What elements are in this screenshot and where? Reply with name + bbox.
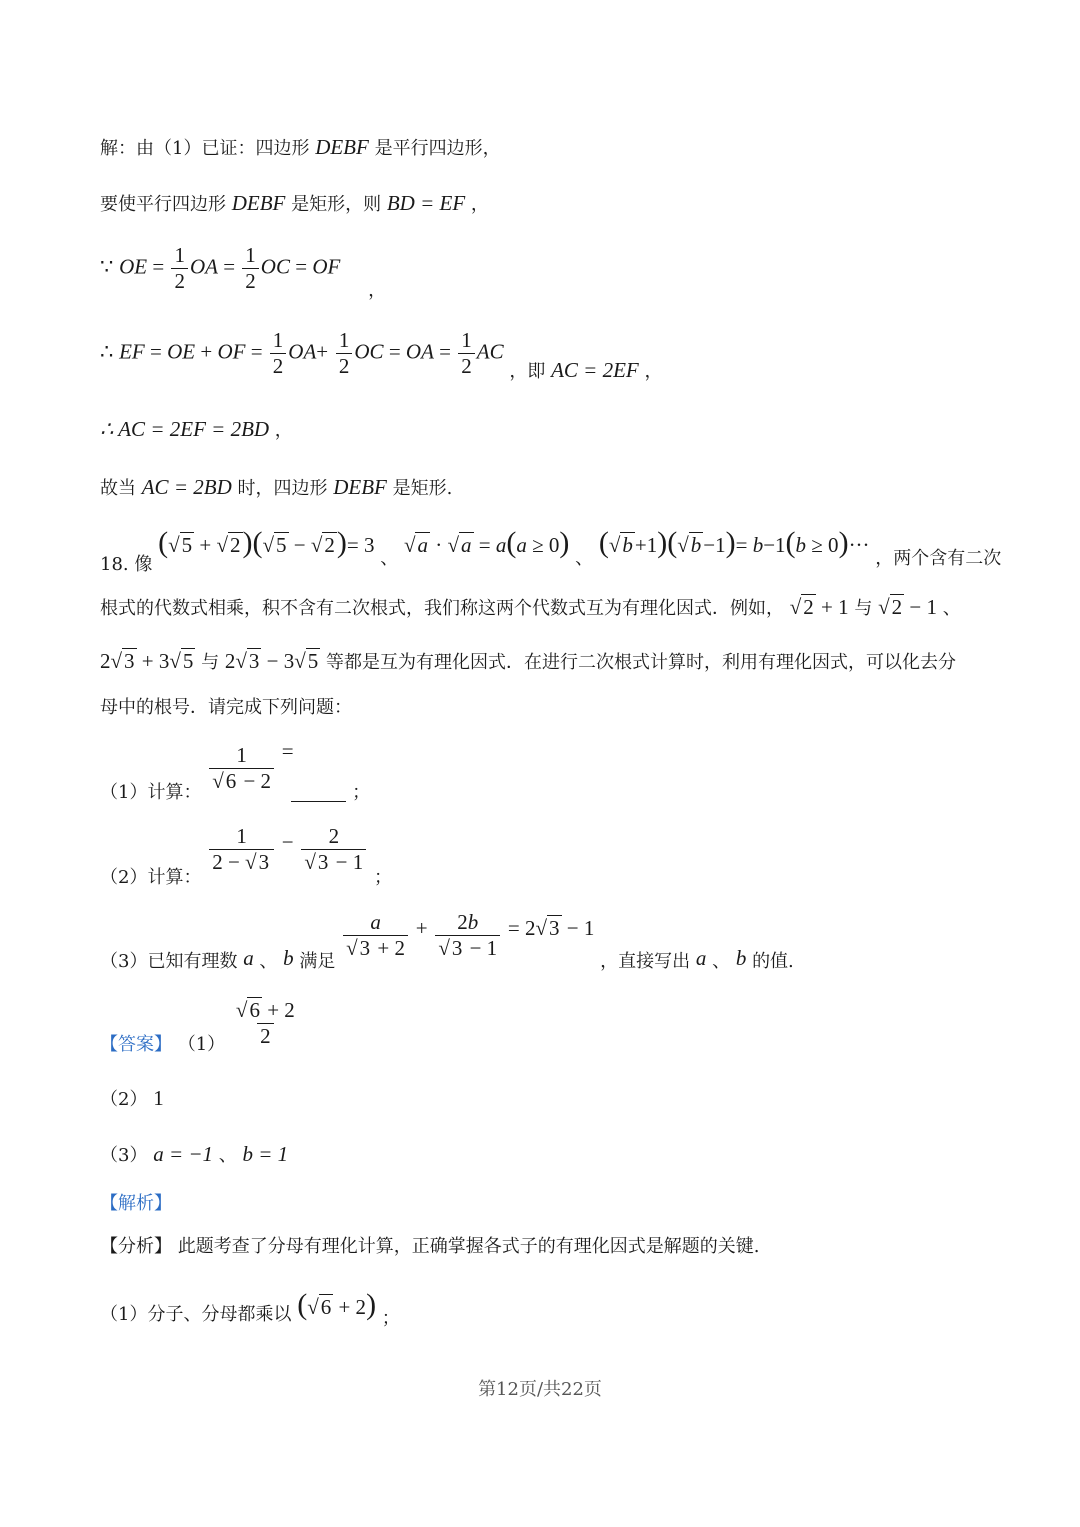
solution-line-4: ∴ EF = OE + OF = $\frac{1}{2}$ OA+ $\frac{1}{2}$ OC = OA = $\frac{1}{2}$ AC ，即 AC = 2EF ， [100, 328, 663, 382]
text: ，即 [509, 360, 546, 382]
answer-2 [100, 1088, 164, 1109]
therefore-symbol: ∴ [100, 339, 114, 364]
text: ， [644, 360, 663, 382]
problem-18-line-1: 18. 像 (√5 + √2)(√5 − √2)= 3 、 √a · √a = a(a ≥ 0) 、 (√b+1)(√b−1)= b−1(b ≥ 0)··· ，两个含有二次 [100, 526, 1002, 575]
question-label: （2）计算： [100, 867, 202, 888]
solution-line-1 [100, 137, 501, 158]
math-eq: AC = 2BD [141, 475, 232, 499]
answer-number: （3） [100, 1145, 148, 1166]
answer-value: 1 [153, 1086, 164, 1110]
text: （1）分子、分母都乘以 [100, 1304, 292, 1325]
question-2: （2）计算： $\frac{1}{2 - √3}$ − $\frac{2}{√3 - 1}$ ； [100, 824, 392, 888]
solution-line-6 [100, 477, 452, 498]
math-eq: BD = EF [386, 191, 466, 215]
analysis-summary [100, 1238, 759, 1256]
text: ； [352, 782, 371, 803]
text: 解：由（1）已证：四边形 [100, 138, 310, 159]
text: ，两个含有二次 [875, 548, 1002, 569]
analysis-sub-label: 【分析】 [100, 1236, 172, 1257]
text: ； [373, 867, 392, 888]
math-var: b [283, 946, 294, 970]
because-symbol: ∵ [100, 254, 114, 279]
problem-18-line-3: 2√3 + 3√5 与 2√3 − 3√5 等都是互为有理化因式．在进行二次根式计算时，利用有理化因式，可以化去分 [100, 649, 957, 673]
text: ，直接写出 [600, 951, 691, 972]
answer-number: （1） [177, 1034, 226, 1055]
text: 、 [259, 951, 278, 972]
text: 是矩形. [392, 478, 453, 499]
text: 是矩形，则 [291, 194, 382, 215]
problem-18-line-4 [100, 699, 352, 717]
answer-number: （2） [100, 1089, 148, 1110]
text: 与 [854, 598, 873, 619]
answer-1: 【答案】 （1） $\frac{√6 + 2}{2}$ [100, 998, 295, 1055]
text: 此题考查了分母有理化计算，正确掌握各式子的有理化因式是解题的关键. [177, 1236, 760, 1257]
text: 要使平行四边形 [100, 194, 226, 215]
text: 母中的根号．请完成下列问题： [100, 697, 352, 718]
solution-line-3: ∵ OE = $\frac{1}{2}$ OA = $\frac{1}{2}$ OC = OF ， [100, 243, 387, 301]
math-quad: DEBF [333, 475, 387, 499]
text: 、 [942, 598, 961, 619]
solution-line-2 [100, 193, 489, 214]
math-var: b [735, 946, 747, 970]
text: 是平行四边形， [374, 138, 501, 159]
text: ； [381, 1308, 400, 1329]
text: 等都是互为有理化因式．在进行二次根式计算时，利用有理化因式，可以化去分 [326, 652, 957, 673]
text: ， [274, 420, 293, 441]
math-var: a [695, 946, 707, 970]
answer-3 [100, 1144, 288, 1165]
problem-number: 18. 像 [100, 554, 153, 575]
text: 时，四边形 [237, 478, 328, 499]
answer-value: b = 1 [242, 1142, 289, 1166]
math-var: a [243, 946, 254, 970]
text: 的值. [752, 951, 794, 972]
math-quad: DEBF [231, 191, 286, 215]
analysis-label: 【解析】 [100, 1193, 172, 1214]
math-quad: DEBF [315, 135, 369, 159]
question-label: （1）计算： [100, 782, 202, 803]
text: 故当 [100, 478, 136, 499]
solution-line-5 [100, 419, 293, 440]
answer-value: a = −1 [153, 1142, 214, 1166]
text: 与 [201, 652, 220, 673]
text: 根式的代数式相乘，积不含有二次根式，我们称这两个代数式互为有理化因式．例如， [100, 598, 784, 619]
question-3: （3）已知有理数 a 、 b 满足 $\frac{a}{√3 + 2}$ + $\frac{2b}{√3 - 1}$ = 2√3 − 1 ，直接写出 a 、 b 的值. [100, 910, 794, 972]
text: 满足 [299, 951, 336, 972]
page-footer: 第12页/共22页 [478, 1379, 602, 1400]
text: 、 [218, 1145, 237, 1166]
math-eq: AC = 2EF [551, 357, 639, 382]
text: ， [470, 194, 489, 215]
answer-label: 【答案】 [100, 1034, 172, 1055]
question-label: （3）已知有理数 [100, 951, 238, 972]
problem-18-line-2: 根式的代数式相乘，积不含有二次根式，我们称这两个代数式互为有理化因式．例如， √2 + 1 与 √2 − 1 、 [100, 595, 961, 619]
answer-blank [291, 787, 346, 802]
question-1: （1）计算： $\frac{1}{√6 - 2}$ = ； [100, 739, 371, 803]
analysis-step-1: （1）分子、分母都乘以 (√6 + 2) ； [100, 1288, 400, 1329]
text: 、 [712, 951, 731, 972]
math-eq: ∴ AC = 2EF = 2BD [100, 417, 270, 441]
